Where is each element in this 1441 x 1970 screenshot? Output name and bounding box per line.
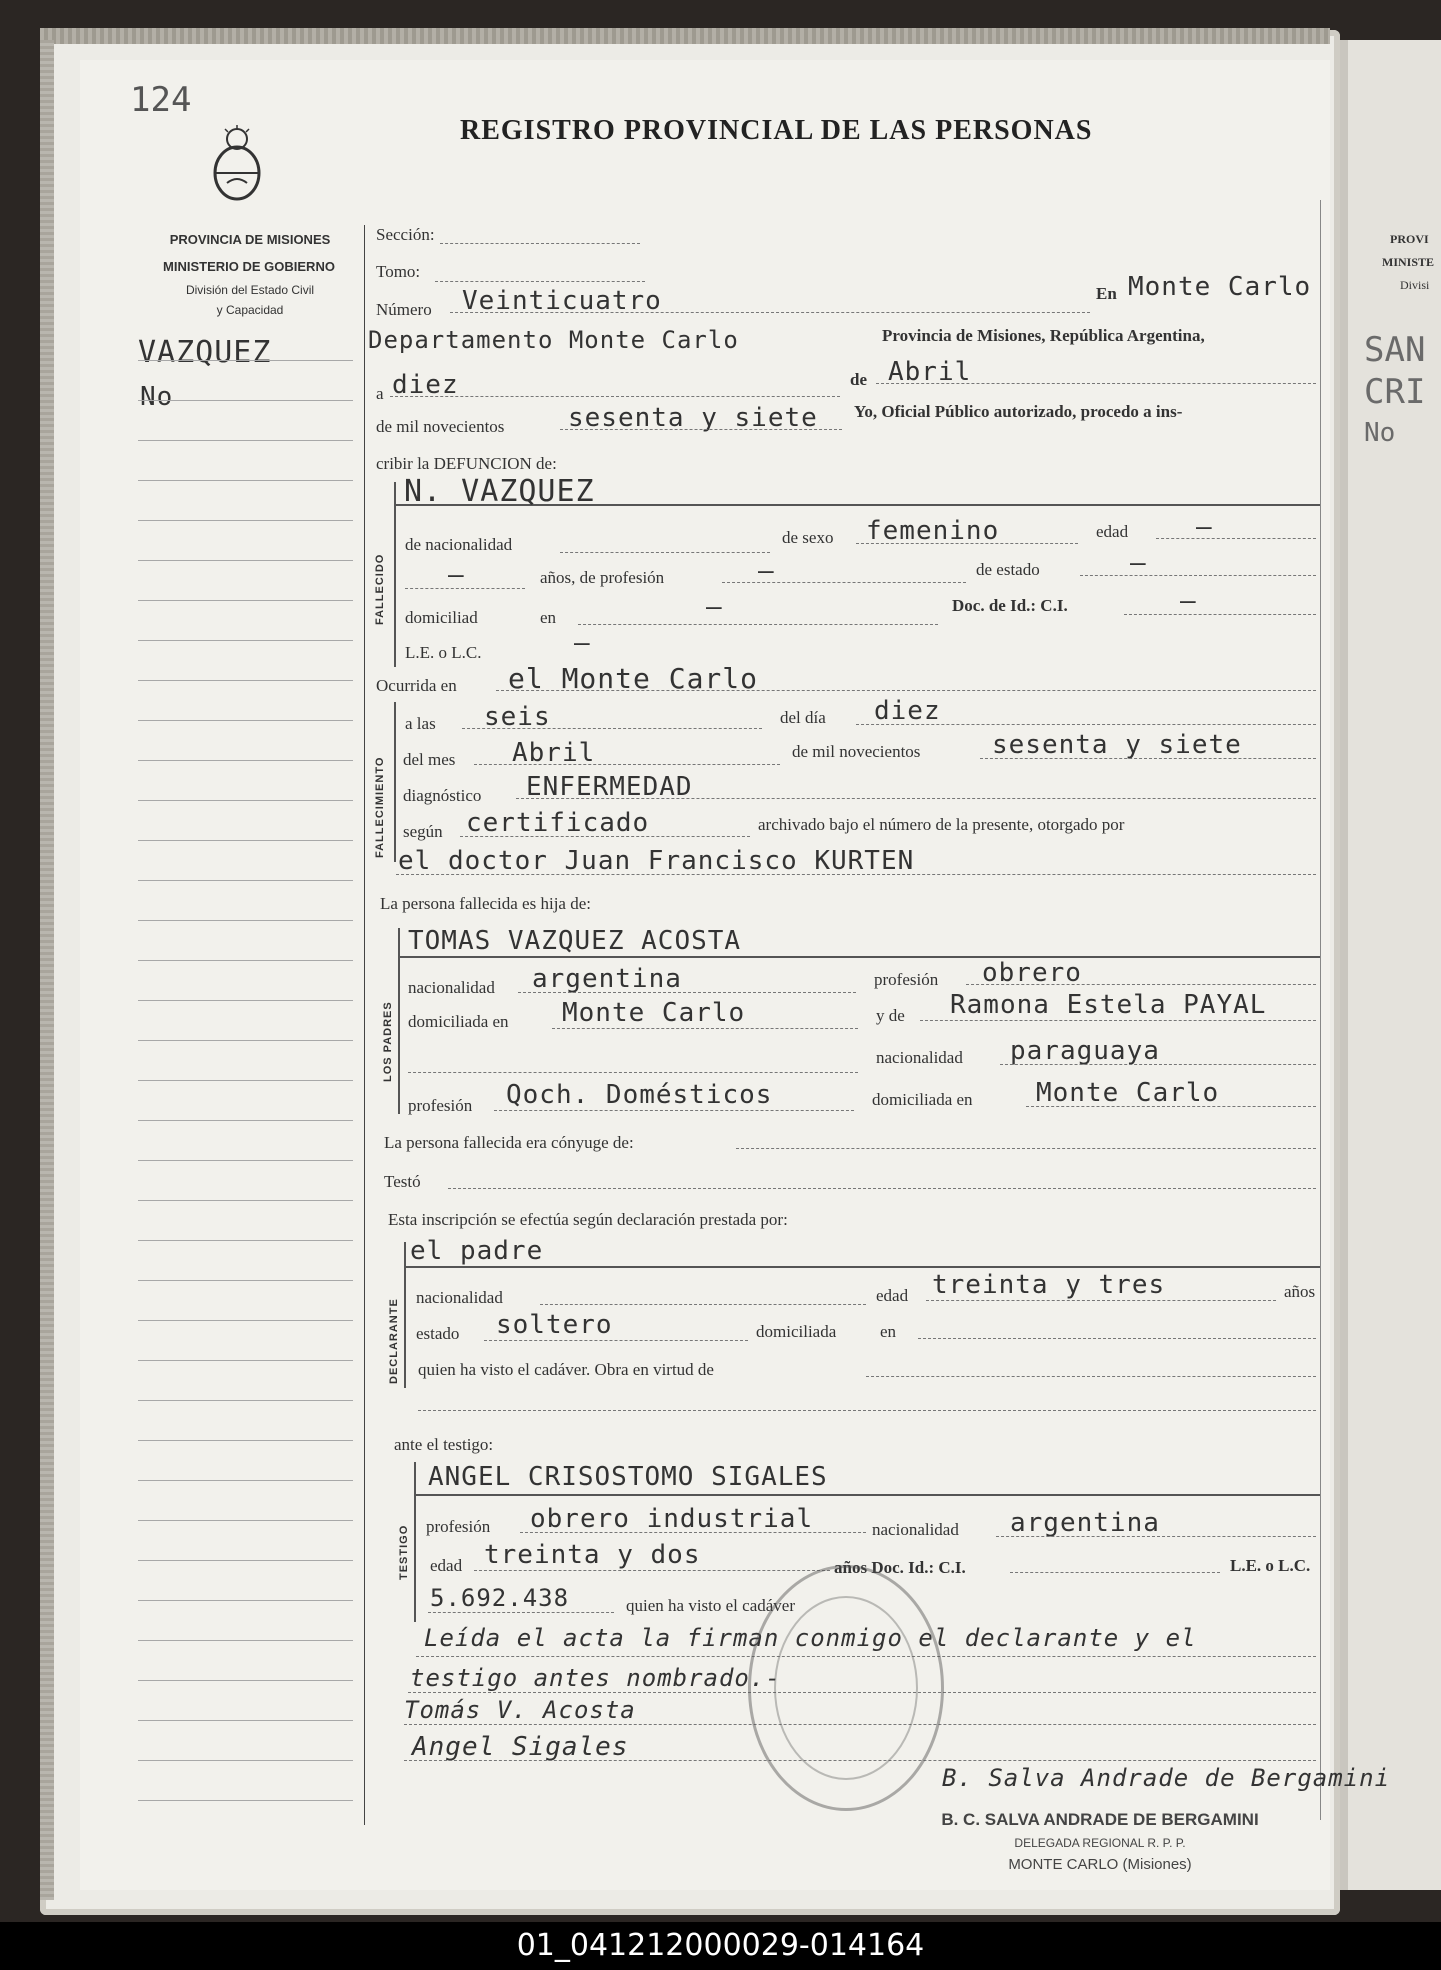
entry-padre-nacionalidad: argentina [532, 964, 682, 994]
field-line [448, 1188, 1316, 1189]
label-doc-id: Doc. de Id.: C.I. [952, 596, 1068, 615]
label-testigo: ante el testigo: [394, 1435, 494, 1454]
field-line [1010, 1572, 1220, 1573]
entry-edad: — [1196, 512, 1213, 542]
entry-ocurrida: el Monte Carlo [508, 662, 759, 695]
entry-doctor: el doctor Juan Francisco KURTEN [398, 846, 915, 876]
label-domiciliada-madre: domiciliada en [872, 1090, 973, 1109]
label-t-doc: años Doc. Id.: C.I. [834, 1558, 966, 1577]
entry-t-profesion: obrero industrial [530, 1504, 814, 1534]
field-line [518, 992, 856, 993]
ministry-header: MINISTERIO DE GOBIERNO [163, 259, 335, 274]
label-conyuge: La persona fallecida era cónyuge de: [384, 1133, 634, 1152]
label-t-le: L.E. o L.C. [1230, 1556, 1311, 1575]
label-testo: Testó [384, 1172, 421, 1191]
margin-line [138, 1600, 353, 1601]
field-line [462, 728, 762, 729]
margin-surname: VAZQUEZ [138, 335, 272, 370]
margin-line [138, 760, 353, 761]
field-line [1026, 1106, 1316, 1107]
entry-mes-2: Abril [512, 738, 596, 768]
field-line [520, 1532, 866, 1533]
next-page-handwriting: SAN [1364, 330, 1426, 370]
label-de-mil: de mil novecientos [376, 417, 505, 436]
section-brace [404, 1242, 406, 1388]
entry-t-doc: 5.692.438 [430, 1584, 570, 1612]
image-caption: 01_041212000029-014164 [0, 1922, 1441, 1970]
next-page-handwriting: No [1364, 418, 1396, 448]
next-page-text: MINISTE [1382, 255, 1435, 269]
label-diagnostico: diagnóstico [403, 786, 482, 805]
field-line [440, 243, 640, 244]
label-t-profesion: profesión [426, 1517, 491, 1536]
margin-line [138, 1440, 353, 1441]
margin-line [138, 1400, 353, 1401]
margin-line [138, 1160, 353, 1161]
label-nacionalidad-madre: nacionalidad [876, 1048, 963, 1067]
label-del-dia: del día [780, 708, 826, 727]
label-hija: La persona fallecida es hija de: [380, 894, 591, 913]
field-line [918, 1338, 1316, 1339]
binding-spine [40, 40, 54, 1900]
margin-line [138, 920, 353, 921]
margin-line [138, 1560, 353, 1561]
label-domiciliada-en: domiciliada en [408, 1012, 509, 1031]
margin-line [138, 1080, 353, 1081]
label-estado: de estado [976, 560, 1040, 579]
margin-line [138, 1760, 353, 1761]
field-line [966, 984, 1316, 985]
label-declaracion: Esta inscripción se efectúa según declaración prestada por: [388, 1210, 788, 1229]
field-line [736, 1148, 1316, 1149]
field-line [474, 1570, 830, 1571]
entry-madre-profesion: Qoch. Domésticos [506, 1080, 773, 1110]
field-line [396, 874, 1316, 875]
folio-number: 124 [130, 80, 192, 120]
label-archivado: archivado bajo el número de la presente, otorgado por [758, 815, 1125, 834]
field-line [408, 1072, 858, 1073]
entry-madre: Ramona Estela PAYAL [950, 990, 1267, 1020]
label-dec-edad: edad [876, 1286, 909, 1305]
field-line [876, 383, 1316, 384]
next-page-text: PROVI [1390, 232, 1429, 246]
margin-line [138, 840, 353, 841]
entry-sexo: femenino [866, 516, 1000, 546]
official-name: B. C. SALVA ANDRADE DE BERGAMINI [941, 1810, 1259, 1829]
entry-padre: TOMAS VAZQUEZ ACOSTA [408, 926, 742, 956]
entry-madre-domicilio: Monte Carlo [1036, 1078, 1220, 1108]
label-numero: Número [376, 300, 432, 319]
stamp-ring [774, 1596, 918, 1780]
field-line [722, 582, 966, 583]
margin-number-label: No [140, 382, 174, 412]
entry-estado: — [1130, 548, 1147, 578]
label-de: de [850, 370, 867, 389]
margin-line [138, 1000, 353, 1001]
margin-line [138, 1240, 353, 1241]
margin-line [138, 1680, 353, 1681]
label-t-edad: edad [430, 1556, 463, 1575]
side-label-padres: LOS PADRES [382, 1001, 394, 1082]
label-dec-anios: años [1284, 1282, 1316, 1301]
field-line [856, 543, 1078, 544]
margin-line [138, 1280, 353, 1281]
closing-note-2: testigo antes nombrado.- [410, 1664, 781, 1692]
entry-profesion: — [758, 556, 775, 586]
margin-line [138, 1360, 353, 1361]
entry-anios: — [448, 560, 465, 590]
entry-dia: diez [392, 370, 459, 400]
entry-declarante: el padre [410, 1236, 544, 1266]
label-dec-estado: estado [416, 1324, 460, 1343]
label-seccion: Sección: [376, 225, 435, 244]
entry-departamento: Departamento Monte Carlo [368, 326, 739, 354]
margin-line [138, 1200, 353, 1201]
label-segun: según [403, 822, 443, 841]
entry-anio-2: sesenta y siete [992, 730, 1242, 760]
province-header: PROVINCIA DE MISIONES [169, 232, 331, 247]
entry-madre-nacionalidad: paraguaya [1010, 1036, 1160, 1066]
division-header-2: y Capacidad [216, 303, 284, 317]
division-header: División del Estado Civil [185, 283, 315, 297]
section-brace [394, 702, 396, 862]
entry-hora: seis [484, 702, 551, 732]
label-del-mes: del mes [403, 750, 456, 769]
margin-line [138, 440, 353, 441]
entry-nombre: N. VAZQUEZ [404, 474, 595, 509]
label-nacionalidad: de nacionalidad [405, 535, 513, 554]
field-line [418, 1410, 1316, 1411]
margin-line [138, 680, 353, 681]
field-line [435, 281, 645, 282]
closing-note-1: Leída el acta la firman conmigo el declarante y el [424, 1624, 1197, 1652]
label-dec-en: en [880, 1322, 897, 1341]
entry-le: — [574, 628, 591, 658]
margin-line [138, 800, 353, 801]
margin-line [138, 520, 353, 521]
entry-diagnostico: ENFERMEDAD [526, 772, 693, 802]
margin-line [138, 1040, 353, 1041]
margin-line [138, 1720, 353, 1721]
official-office: DELEGADA REGIONAL R. P. P. [1014, 1836, 1186, 1850]
label-nacionalidad-padre: nacionalidad [408, 978, 495, 997]
label-t-cadaver: quien ha visto el cadáver [626, 1596, 795, 1615]
coat-of-arms-icon [205, 125, 269, 205]
margin-line [138, 1800, 353, 1801]
label-dec-nacionalidad: nacionalidad [416, 1288, 503, 1307]
field-line [450, 312, 1090, 313]
official-place: MONTE CARLO (Misiones) [1008, 1856, 1192, 1873]
next-page-text: Divisi [1400, 278, 1430, 292]
margin-line [138, 720, 353, 721]
field-line [578, 624, 938, 625]
signature-witness: Angel Sigales [412, 1732, 629, 1762]
field-line [494, 1110, 854, 1111]
label-t-nacionalidad: nacionalidad [872, 1520, 959, 1539]
side-label-fallecimiento: FALLECIMIENTO [374, 756, 386, 858]
entry-anio: sesenta y siete [568, 403, 818, 433]
field-line [428, 1612, 614, 1613]
label-y-de: y de [876, 1006, 905, 1025]
field-line [474, 764, 780, 765]
label-le-lc: L.E. o L.C. [405, 643, 482, 662]
margin-line [138, 560, 353, 561]
label-a: a [376, 384, 384, 403]
field-line [416, 1494, 1320, 1496]
binding-top [40, 28, 1330, 44]
field-line [405, 588, 525, 589]
margin-line [138, 360, 353, 361]
margin-line [138, 600, 353, 601]
label-tomo: Tomo: [376, 262, 421, 281]
field-line [516, 798, 1316, 799]
label-domiciliad: domiciliad [405, 608, 478, 627]
label-ocurrida: Ocurrida en [376, 676, 457, 695]
label-de-mil-2: de mil novecientos [792, 742, 921, 761]
right-border [1320, 200, 1321, 1820]
entry-dec-estado: soltero [496, 1310, 613, 1340]
label-cribir: cribir la DEFUNCION de: [376, 454, 557, 473]
section-brace [394, 482, 396, 667]
signature-father: Tomás V. Acosta [404, 1696, 636, 1724]
margin-line [138, 1520, 353, 1521]
field-line [406, 1266, 1320, 1268]
label-en: En [1096, 284, 1117, 303]
field-line [560, 429, 842, 430]
entry-certificado: certificado [466, 808, 650, 838]
side-label-fallecido: FALLECIDO [374, 553, 386, 625]
label-profesion-madre: profesión [408, 1096, 473, 1115]
field-line [560, 552, 770, 553]
field-line [540, 1304, 866, 1305]
label-oficial: Yo, Oficial Público autorizado, procedo a ins- [854, 402, 1183, 421]
entry-en: Monte Carlo [1128, 272, 1312, 302]
entry-domicilio: — [706, 592, 723, 622]
field-line [400, 956, 1320, 958]
entry-dec-edad: treinta y tres [932, 1270, 1166, 1300]
margin-line [138, 1640, 353, 1641]
field-line [920, 1020, 1316, 1021]
entry-t-nacionalidad: argentina [1010, 1508, 1160, 1538]
signature-official: B. Salva Andrade de Bergamini [942, 1764, 1391, 1792]
field-line [552, 1028, 858, 1029]
next-page-edge [1340, 40, 1348, 1890]
margin-line [138, 1320, 353, 1321]
label-dec-cadaver: quien ha visto el cadáver. Obra en virtud de [418, 1360, 714, 1379]
label-a-las: a las [405, 714, 436, 733]
field-line [390, 396, 840, 397]
entry-testigo: ANGEL CRISOSTOMO SIGALES [428, 1462, 828, 1492]
field-line [1080, 575, 1316, 576]
label-provincia: Provincia de Misiones, República Argentina, [882, 326, 1205, 345]
field-line [1124, 614, 1316, 615]
entry-dia-2: diez [874, 696, 941, 726]
side-label-declarante: DECLARANTE [388, 1298, 400, 1384]
label-profesion-padre: profesión [874, 970, 939, 989]
label-edad: edad [1096, 522, 1129, 541]
field-line [1156, 538, 1316, 539]
field-line [866, 1376, 1316, 1377]
margin-line [138, 480, 353, 481]
next-page-handwriting: CRI [1364, 372, 1426, 412]
entry-padre-domicilio: Monte Carlo [562, 998, 746, 1028]
side-label-testigo: TESTIGO [398, 1524, 410, 1580]
label-dec-domiciliada: domiciliada [756, 1322, 837, 1341]
field-line [1000, 1064, 1316, 1065]
margin-line [138, 640, 353, 641]
field-line [460, 836, 750, 837]
field-line [856, 724, 1316, 725]
next-page [1340, 40, 1441, 1890]
margin-line [138, 960, 353, 961]
margin-line [138, 880, 353, 881]
entry-padre-profesion: obrero [982, 958, 1082, 988]
label-anios-profesion: años, de profesión [540, 568, 665, 587]
entry-mes: Abril [888, 357, 972, 387]
margin-line [138, 1120, 353, 1121]
document-title: REGISTRO PROVINCIAL DE LAS PERSONAS [460, 115, 1093, 146]
field-line [996, 1536, 1316, 1537]
field-line [484, 1340, 748, 1341]
label-en-2: en [540, 608, 557, 627]
entry-numero: Veinticuatro [462, 286, 662, 316]
entry-doc: — [1180, 586, 1197, 616]
margin-line [138, 1480, 353, 1481]
margin-divider [364, 225, 365, 1825]
section-brace [414, 1462, 416, 1622]
entry-t-edad: treinta y dos [484, 1540, 701, 1570]
margin-line [138, 400, 353, 401]
field-line [980, 758, 1316, 759]
label-sexo: de sexo [782, 528, 834, 547]
field-line [496, 690, 1316, 691]
official-stamp [748, 1565, 944, 1811]
field-line [926, 1300, 1276, 1301]
